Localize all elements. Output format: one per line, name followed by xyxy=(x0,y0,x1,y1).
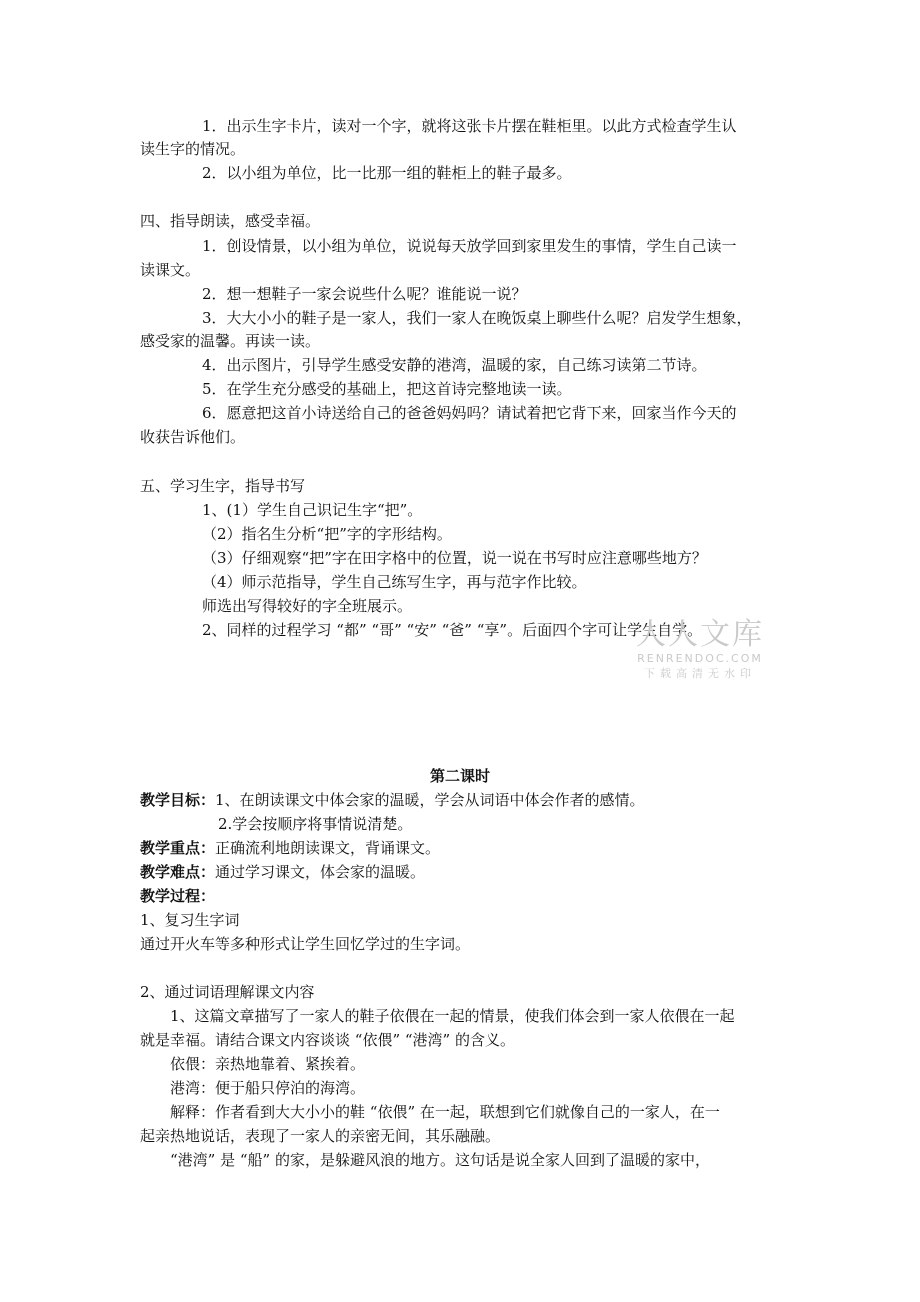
paragraph-line: 1、这篇文章描写了一家人的鞋子依偎在一起的情景，使我们体会到一家人依偎在一起 xyxy=(170,1007,735,1025)
paragraph-line: 2．以小组为单位，比一比那一组的鞋柜上的鞋子最多。 xyxy=(202,164,572,182)
paragraph-line: 依偎：亲热地靠着、紧挨着。 xyxy=(170,1055,366,1073)
goal-text-2: 2.学会按顺序将事情说清楚。 xyxy=(218,815,413,833)
section-heading: 五、学习生字，指导书写 xyxy=(140,477,306,495)
paragraph-line: 读生字的情况。 xyxy=(140,140,246,158)
paragraph-line: 2．想一想鞋子一家会说些什么呢？谁能说一说？ xyxy=(202,285,527,303)
goal-row xyxy=(140,790,645,810)
paragraph-line: 1．创设情景，以小组为单位，说说每天放学回到家里发生的事情，学生自己读一 xyxy=(202,237,737,255)
key-point-text: 正确流利地朗读课文，背诵课文。 xyxy=(215,839,441,857)
paragraph-line: （2）指名生分析“把”字的字形结构。 xyxy=(202,525,452,543)
section-heading: 四、指导朗读，感受幸福。 xyxy=(140,212,321,230)
paragraph-line: “港湾” 是 “船” 的家，是躲避风浪的地方。这句话是说全家人回到了温暖的家中， xyxy=(170,1151,710,1169)
difficulty-row xyxy=(140,862,425,882)
goal-label: 教学目标： xyxy=(140,791,216,809)
paragraph-line: 解释：作者看到大大小小的鞋 “依偎” 在一起，联想到它们就像自己的一家人，在一 xyxy=(170,1103,720,1121)
process-label: 教学过程： xyxy=(140,887,216,905)
key-point-row xyxy=(140,838,440,858)
paragraph-line: 1、复习生字词 xyxy=(140,911,240,929)
paragraph-line: 就是幸福。请结合课文内容谈谈 “依偎” “港湾” 的含义。 xyxy=(140,1031,515,1049)
paragraph-line: 感受家的温馨。再读一读。 xyxy=(140,332,321,350)
paragraph-line: 2、同样的过程学习 “都” “哥” “安” “爸” “享”。后面四个字可让学生自学。 xyxy=(202,621,703,639)
watermark-subtitle: 下载高清无水印 xyxy=(644,667,756,680)
difficulty-text: 通过学习课文，体会家的温暖。 xyxy=(215,863,426,881)
paragraph-line: 起亲热地说话，表现了一家人的亲密无间，其乐融融。 xyxy=(140,1127,501,1145)
watermark xyxy=(620,618,780,682)
paragraph-line: 3．大大小小的鞋子是一家人，我们一家人在晚饭桌上聊些什么呢？启发学生想象， xyxy=(202,309,752,327)
paragraph-line: 收获告诉他们。 xyxy=(140,428,246,446)
paragraph-line: 4．出示图片，引导学生感受安静的港湾，温暖的家，自己练习读第二节诗。 xyxy=(202,356,707,374)
section-heading: 2、通过词语理解课文内容 xyxy=(140,983,315,1001)
paragraph-line: （3）仔细观察“把”字在田字格中的位置，说一说在书写时应注意哪些地方？ xyxy=(202,549,707,567)
paragraph-line: 5．在学生充分感受的基础上，把这首诗完整地读一读。 xyxy=(202,380,572,398)
goal-text: 1、在朗读课文中体会家的温暖，学会从词语中体会作者的感情。 xyxy=(215,791,645,809)
paragraph-line: 读课文。 xyxy=(140,261,201,279)
paragraph-line: 通过开火车等多种形式让学生回忆学过的生字词。 xyxy=(140,935,471,953)
watermark-logo-text: 人人文库 xyxy=(636,617,764,652)
paragraph-line: 1．出示生字卡片，读对一个字，就将这张卡片摆在鞋柜里。以此方式检查学生认 xyxy=(202,117,737,135)
paragraph-line: 港湾：便于船只停泊的海湾。 xyxy=(170,1079,366,1097)
paragraph-line: 6．愿意把这首小诗送给自己的爸爸妈妈吗？请试着把它背下来，回家当作今天的 xyxy=(202,404,737,422)
difficulty-label: 教学难点： xyxy=(140,863,216,881)
paragraph-line: 师选出写得较好的字全班展示。 xyxy=(202,597,413,615)
paragraph-line: 1、(1）学生自己识记生字“把”。 xyxy=(202,501,423,519)
lesson-title: 第二课时 xyxy=(429,767,490,785)
key-point-label: 教学重点： xyxy=(140,839,216,857)
watermark-url: RENRENDOC.COM xyxy=(637,652,763,665)
paragraph-line: （4）师示范指导，学生自己练写生字，再与范字作比较。 xyxy=(202,573,587,591)
